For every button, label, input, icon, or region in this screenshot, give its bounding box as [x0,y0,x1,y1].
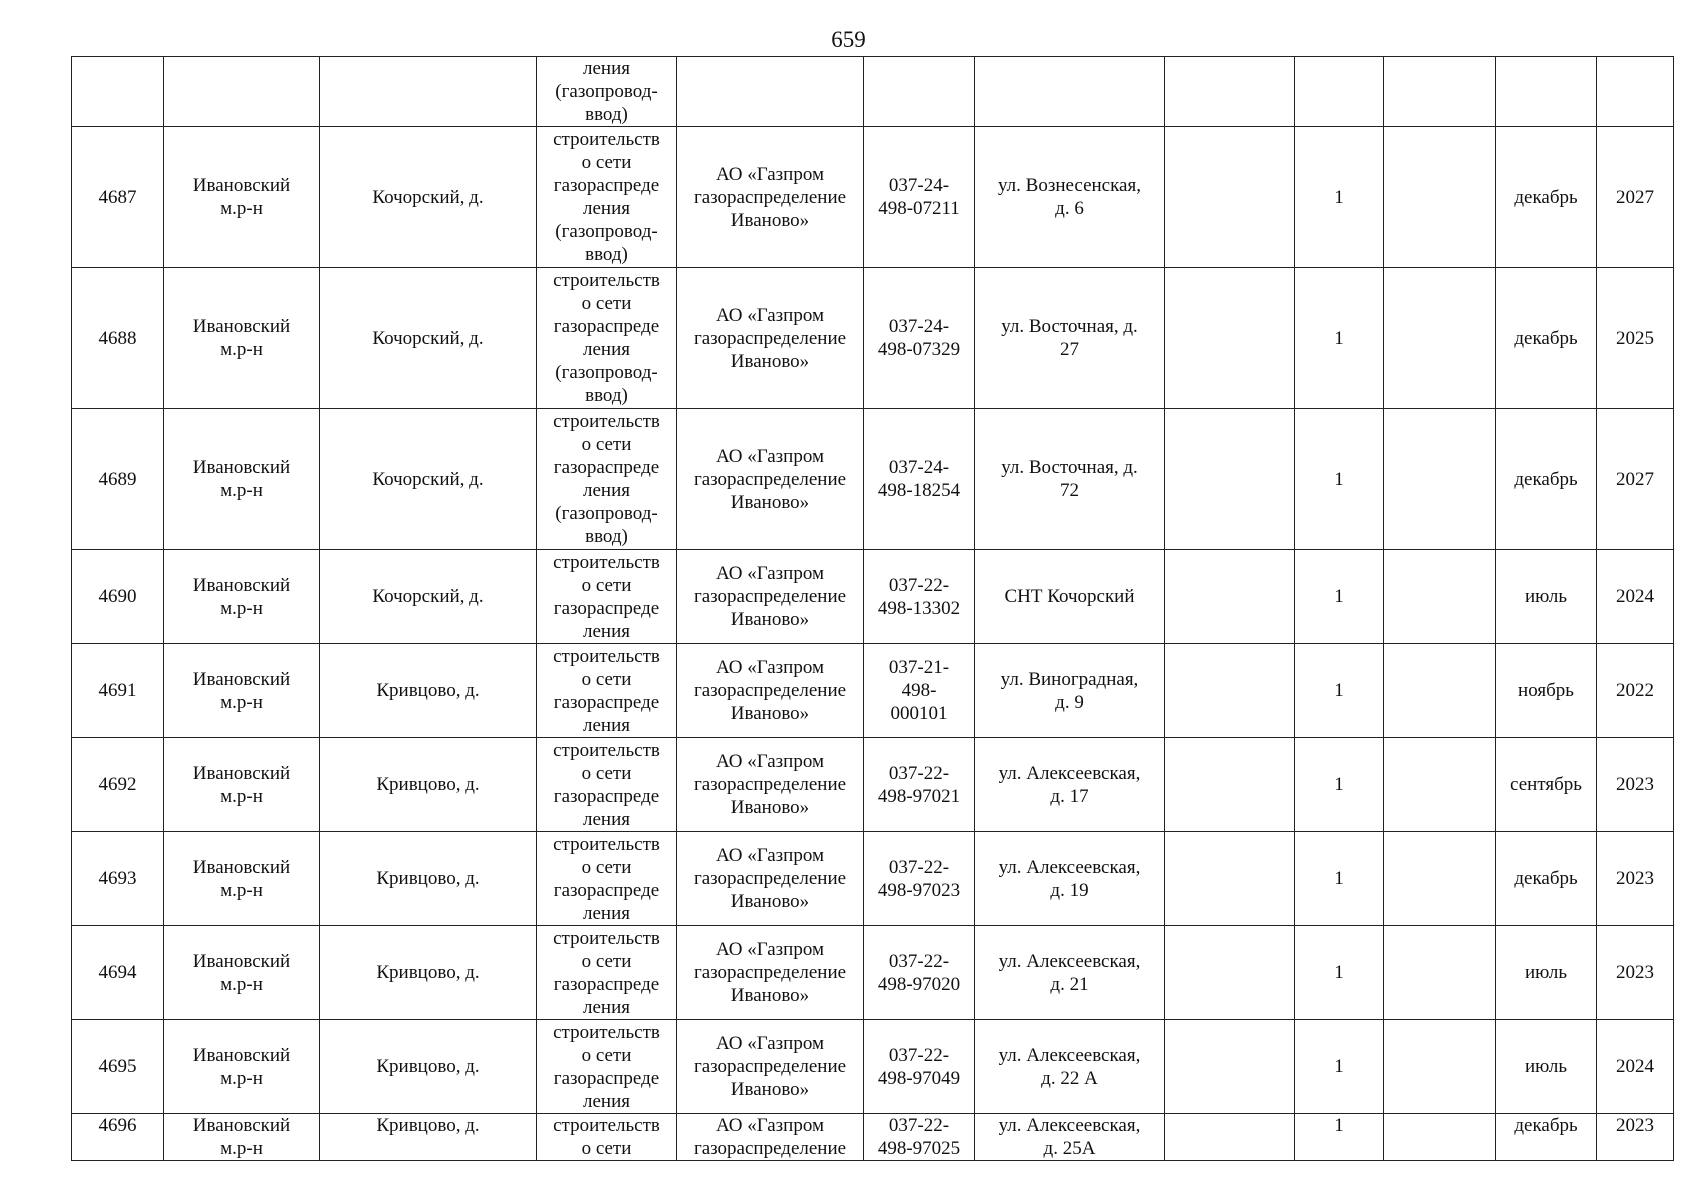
cell-code: 037-24- 498-18254 [864,409,975,550]
cell-count: 1 [1295,127,1384,268]
cell-month [1496,57,1597,127]
cell-work-type: строительств о сети газораспреде ления [537,926,677,1020]
cell-count: 1 [1295,1020,1384,1114]
table-row [72,1114,1674,1161]
cell-num: 4691 [72,644,164,738]
cell-year: 2025 [1597,268,1674,409]
cell-count: 1 [1295,268,1384,409]
cell-month: декабрь [1496,268,1597,409]
cell-work-type: ления (газопровод- ввод) [537,57,677,127]
cell-col10 [1384,832,1496,926]
cell-year: 2023 [1597,926,1674,1020]
table-row-continued [72,57,1674,127]
cell-work-type: строительств о сети газораспреде ления [537,738,677,832]
table-body [72,57,1674,1161]
cell-district: Ивановский м.р-н [164,1114,320,1161]
table-row [72,738,1674,832]
cell-settlement: Кривцово, д. [320,1020,537,1114]
cell-num: 4687 [72,127,164,268]
cell-count: 1 [1295,409,1384,550]
cell-month: июль [1496,550,1597,644]
cell-num: 4688 [72,268,164,409]
table-row [72,409,1674,550]
cell-address: ул. Восточная, д. 72 [975,409,1165,550]
table-row [72,127,1674,268]
cell-operator: АО «Газпром газораспределение Иваново» [677,832,864,926]
cell-code: 037-24- 498-07329 [864,268,975,409]
cell-month: декабрь [1496,832,1597,926]
cell-district: Ивановский м.р-н [164,738,320,832]
cell-code: 037-24- 498-07211 [864,127,975,268]
cell-count: 1 [1295,832,1384,926]
cell-operator: АО «Газпром газораспределение [677,1114,864,1161]
cell-year: 2023 [1597,832,1674,926]
cell-col8 [1165,832,1295,926]
cell-code: 037-22- 498-97023 [864,832,975,926]
cell-num: 4693 [72,832,164,926]
cell-count: 1 [1295,926,1384,1020]
table-row [72,550,1674,644]
cell-month: ноябрь [1496,644,1597,738]
cell-district: Ивановский м.р-н [164,926,320,1020]
cell-operator: АО «Газпром газораспределение Иваново» [677,127,864,268]
cell-work-type: строительств о сети газораспреде ления (газопровод- ввод) [537,409,677,550]
cell-settlement: Кривцово, д. [320,832,537,926]
cell-code: 037-22- 498-97021 [864,738,975,832]
cell-settlement: Кочорский, д. [320,550,537,644]
cell-col8 [1165,738,1295,832]
cell-settlement: Кочорский, д. [320,268,537,409]
cell-district: Ивановский м.р-н [164,268,320,409]
register-table [71,56,1674,1161]
cell-address: ул. Алексеевская, д. 25А [975,1114,1165,1161]
cell-count: 1 [1295,550,1384,644]
cell-operator: АО «Газпром газораспределение Иваново» [677,644,864,738]
cell-year [1597,57,1674,127]
cell-col10 [1384,409,1496,550]
cell-col10 [1384,268,1496,409]
cell-operator: АО «Газпром газораспределение Иваново» [677,409,864,550]
cell-settlement: Кривцово, д. [320,926,537,1020]
cell-operator: АО «Газпром газораспределение Иваново» [677,738,864,832]
cell-month: декабрь [1496,1114,1597,1161]
cell-code: 037-22- 498-13302 [864,550,975,644]
cell-num: 4694 [72,926,164,1020]
cell-col10 [1384,1114,1496,1161]
cell-col10 [1384,738,1496,832]
cell-col10 [1384,644,1496,738]
cell-district: Ивановский м.р-н [164,127,320,268]
cell-col10 [1384,127,1496,268]
cell-year: 2024 [1597,550,1674,644]
cell-district: Ивановский м.р-н [164,409,320,550]
page-number: 659 [831,27,866,52]
cell-num: 4695 [72,1020,164,1114]
cell-address: ул. Восточная, д. 27 [975,268,1165,409]
cell-address: ул. Алексеевская, д. 22 А [975,1020,1165,1114]
cell-col8 [1165,926,1295,1020]
cell-operator: АО «Газпром газораспределение Иваново» [677,1020,864,1114]
cell-num: 4689 [72,409,164,550]
cell-col10 [1384,550,1496,644]
cell-col8 [1165,57,1295,127]
cell-month: декабрь [1496,409,1597,550]
cell-num [72,57,164,127]
cell-num: 4690 [72,550,164,644]
table-row [72,832,1674,926]
cell-col8 [1165,1114,1295,1161]
cell-year: 2023 [1597,738,1674,832]
cell-month: июль [1496,1020,1597,1114]
cell-work-type: строительств о сети газораспреде ления [537,1020,677,1114]
cell-settlement [320,57,537,127]
cell-col8 [1165,1020,1295,1114]
cell-address: ул. Алексеевская, д. 19 [975,832,1165,926]
cell-count: 1 [1295,1114,1384,1161]
cell-col10 [1384,57,1496,127]
cell-work-type: строительств о сети [537,1114,677,1161]
cell-district: Ивановский м.р-н [164,832,320,926]
cell-col8 [1165,550,1295,644]
cell-work-type: строительств о сети газораспреде ления [537,550,677,644]
cell-address: ул. Алексеевская, д. 17 [975,738,1165,832]
cell-settlement: Кривцово, д. [320,1114,537,1161]
cell-col8 [1165,127,1295,268]
cell-col8 [1165,268,1295,409]
cell-work-type: строительств о сети газораспреде ления (газопровод- ввод) [537,268,677,409]
cell-year: 2027 [1597,409,1674,550]
cell-address: СНТ Кочорский [975,550,1165,644]
cell-address [975,57,1165,127]
cell-code [864,57,975,127]
cell-year: 2023 [1597,1114,1674,1161]
cell-month: декабрь [1496,127,1597,268]
cell-operator: АО «Газпром газораспределение Иваново» [677,550,864,644]
cell-code: 037-22- 498-97020 [864,926,975,1020]
cell-code: 037-22- 498-97049 [864,1020,975,1114]
cell-work-type: строительств о сети газораспреде ления [537,644,677,738]
cell-address: ул. Виноградная, д. 9 [975,644,1165,738]
cell-settlement: Кочорский, д. [320,409,537,550]
cell-year: 2022 [1597,644,1674,738]
cell-district [164,57,320,127]
cell-settlement: Кочорский, д. [320,127,537,268]
cell-col10 [1384,1020,1496,1114]
cell-address: ул. Алексеевская, д. 21 [975,926,1165,1020]
cell-month: июль [1496,926,1597,1020]
cell-count: 1 [1295,644,1384,738]
cell-count [1295,57,1384,127]
cell-code: 037-21- 498- 000101 [864,644,975,738]
cell-num: 4692 [72,738,164,832]
table-row [72,1020,1674,1114]
cell-operator: АО «Газпром газораспределение Иваново» [677,926,864,1020]
table-row [72,268,1674,409]
cell-operator: АО «Газпром газораспределение Иваново» [677,268,864,409]
cell-count: 1 [1295,738,1384,832]
cell-district: Ивановский м.р-н [164,550,320,644]
cell-settlement: Кривцово, д. [320,644,537,738]
cell-address: ул. Вознесенская, д. 6 [975,127,1165,268]
cell-settlement: Кривцово, д. [320,738,537,832]
cell-work-type: строительств о сети газораспреде ления [537,832,677,926]
cell-work-type: строительств о сети газораспреде ления (газопровод- ввод) [537,127,677,268]
table-row [72,644,1674,738]
cell-month: сентябрь [1496,738,1597,832]
cell-col8 [1165,644,1295,738]
cell-year: 2024 [1597,1020,1674,1114]
cell-year: 2027 [1597,127,1674,268]
cell-district: Ивановский м.р-н [164,644,320,738]
cell-code: 037-22- 498-97025 [864,1114,975,1161]
table-row [72,926,1674,1020]
cell-operator [677,57,864,127]
cell-district: Ивановский м.р-н [164,1020,320,1114]
cell-col8 [1165,409,1295,550]
cell-num: 4696 [72,1114,164,1161]
cell-col10 [1384,926,1496,1020]
